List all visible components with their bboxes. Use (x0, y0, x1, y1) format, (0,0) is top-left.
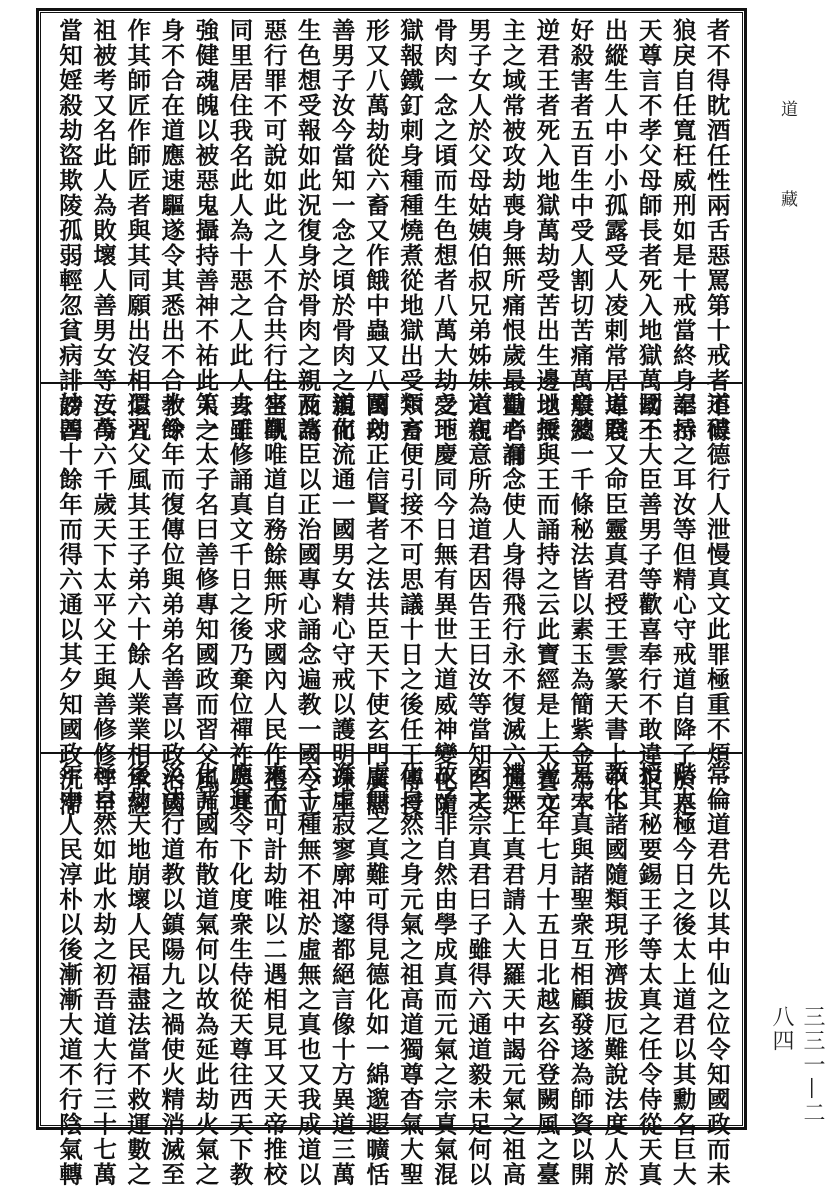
text-column: 及諸臣以正治國專心誦念遍教一國令立 (293, 392, 322, 817)
text-column: 常倫道君先以其中仙之位令知國政而未 (702, 762, 731, 1187)
text-column: 故子非自然由學成真而元氣之宗真氣混 (430, 762, 459, 1187)
text-column: 道君又命臣靈真君授王雲篆天書上中下 (600, 392, 629, 817)
text-column: 惡行罪不可說如此之人不合共行住坐臥 (259, 18, 288, 443)
text-column: 澹虛寂寥廓冲邃都絕言像十方異道三萬 (327, 762, 356, 1187)
text-column: 同里居住我名此人為十惡之人此人身雖 (225, 18, 254, 443)
text-column: 國王大臣善男子等歡喜奉行不敢違犯 (634, 392, 663, 792)
text-column: 玄之宗真君曰子雖得六通道毅未足何以 (464, 762, 493, 1187)
text-column: 骨肉一念之頃而生色想者八萬大劫受地 (430, 18, 459, 443)
text-column: 禮無上真君請入大羅天中謁元氣之祖高 (498, 762, 527, 1187)
text-column: 主之域常被攻劫喪身無所痛恨歲最重者有 (498, 18, 527, 468)
text-column: 道化流通一國男女精心守戒以護明珠王 (327, 392, 356, 817)
text-column: 狼戾自任寬枉威刑如是十戒當終身奉持 (668, 18, 697, 443)
page-number: 三三一—二八四 (769, 1005, 825, 1125)
text-column: 年中人民淳朴以後漸漸大道不行陰氣轉 (55, 762, 83, 1187)
text-column: 國內正信賢者之法共臣天下使玄門廣闊 (361, 392, 390, 817)
text-column: 授其秘要錫王子等太真之任令侍從天真 (634, 762, 663, 1187)
text-column: 災法行道教以鎮陽九之禍使火精消滅至 (157, 762, 186, 1187)
text-column: 第一太子名曰善修專知國政而習父風九 (191, 392, 220, 817)
text-column: 階太極今日之後太上道君以其勳名巨大 (668, 762, 697, 1187)
text-column: 極自然如此水劫之初吾道大行三十七萬 (89, 762, 118, 1187)
text-column: 去王修誦真文千日之後乃棄位禪祚與其 (225, 392, 254, 817)
text-column: 之下慶同今日無有異世大道威神變化隨 (430, 392, 459, 817)
text-column: 身不合在道應速驅遂令其悉出不合教令 (157, 18, 186, 443)
text-column: 獄報鐵釘刺身種種燒煮從地獄出受六畜 (395, 18, 424, 443)
margin-title-zang: 藏 (777, 190, 797, 211)
text-column: 道破德行人泄慢真文此罪極重不煩一一 (702, 392, 731, 817)
text-column: 者不得眈酒任性兩舌惡罵第十戒者不得 (702, 18, 731, 443)
text-column: 以授與王而誦持之云此寶經是上天寶文 (532, 392, 561, 817)
text-column: 記示之耳汝等但精心守戒道自降子於是 (668, 392, 697, 817)
text-column: 化諸國布散道氣何以故為延此劫火氣之 (191, 762, 220, 1187)
text-column: 三萬六千歲天下太平父王與善修修守至 (89, 392, 118, 817)
text-column: 道在意所為道君因告王曰汝等當知四天 (464, 392, 493, 817)
margin-title-dao: 道 (777, 100, 797, 121)
text-column: 光元年七月十五日北越玄谷登闕風之臺 (532, 762, 561, 1187)
text-column: 教化諸國隨類現形濟拔厄難說法度人於 (600, 762, 629, 1187)
text-column: 十餘年而復傳位與弟弟名善喜以政治國 (157, 392, 186, 817)
text-column: 宮觀唯道自務餘無所求國內人民作禮而 (259, 392, 288, 817)
text-column: 六千種無不祖於虛無之真也又我成道以 (293, 762, 322, 1187)
text-column: 形又八萬劫從六畜又作餓中蟲又八萬劫 (361, 18, 390, 443)
text-column: 當知婬殺劫盜欺陵孤弱輕忽貧病誹謗善 (55, 18, 83, 443)
text-column: 好殺害者五百生中受人割切苦痛萬般及 (566, 18, 595, 443)
text-column: 類方便引接不可思議十日之後任王傳授 (395, 392, 424, 817)
text-column: 善男子汝今當知一念之頃於骨肉之親而 (327, 18, 356, 443)
text-panel-middle (48, 392, 738, 817)
text-column: 勸心誦念使人身得飛行永不復滅六通之 (498, 392, 527, 817)
text-column: 來不可計劫唯以二遇相見耳又天帝推校 (259, 762, 288, 1187)
text-column: 天尊言不孝父母師長者死入地獄萬劫不 (634, 18, 663, 443)
text-panel-top (48, 18, 738, 468)
text-column: 後劫天地崩壞人民福盡法當不救運數之 (123, 762, 152, 1187)
text-column: 化自然之身元氣之祖高道獨尊杳氣大聖 (395, 762, 424, 1187)
text-column: 男子女人於父母姑姨伯叔兄弟姊妹六親 (464, 18, 493, 443)
text-column: 作其師匠作師匠者與其同願出沒相似九 (123, 18, 152, 443)
text-column: 是太真與諸聖衆互相顧發遂為師資以開 (566, 762, 595, 1187)
text-column: 章總一千條秘法皆以素玉為簡紫金為字 (566, 392, 595, 817)
text-column: 出縱生人中小小孤露受人凌剌常居卑賤 (600, 18, 629, 443)
text-column: 還習父風其王子弟六十餘人業業相承經 (123, 392, 152, 817)
text-column: 生色想受報如此況復身於骨肉之親而為 (293, 18, 322, 443)
text-column: 虛無之真難可得見德化如一綿邈遐曠恬 (361, 762, 390, 1187)
text-column: 祖被考又名此人為敗壞人善男女等汝今 (89, 18, 118, 443)
text-panel-bottom (48, 762, 738, 1187)
text-column: 強健魂魄以被惡鬼攝持善神不祐此人之 (191, 18, 220, 443)
text-column: 應運令下化度衆生侍從天尊往西天下教 (225, 762, 254, 1187)
text-column: 妙四十餘年而得六通以其夕知國政沉滯 (55, 392, 83, 817)
text-column: 逆君王者死入地獄萬劫受苦出生邊地無 (532, 18, 561, 443)
